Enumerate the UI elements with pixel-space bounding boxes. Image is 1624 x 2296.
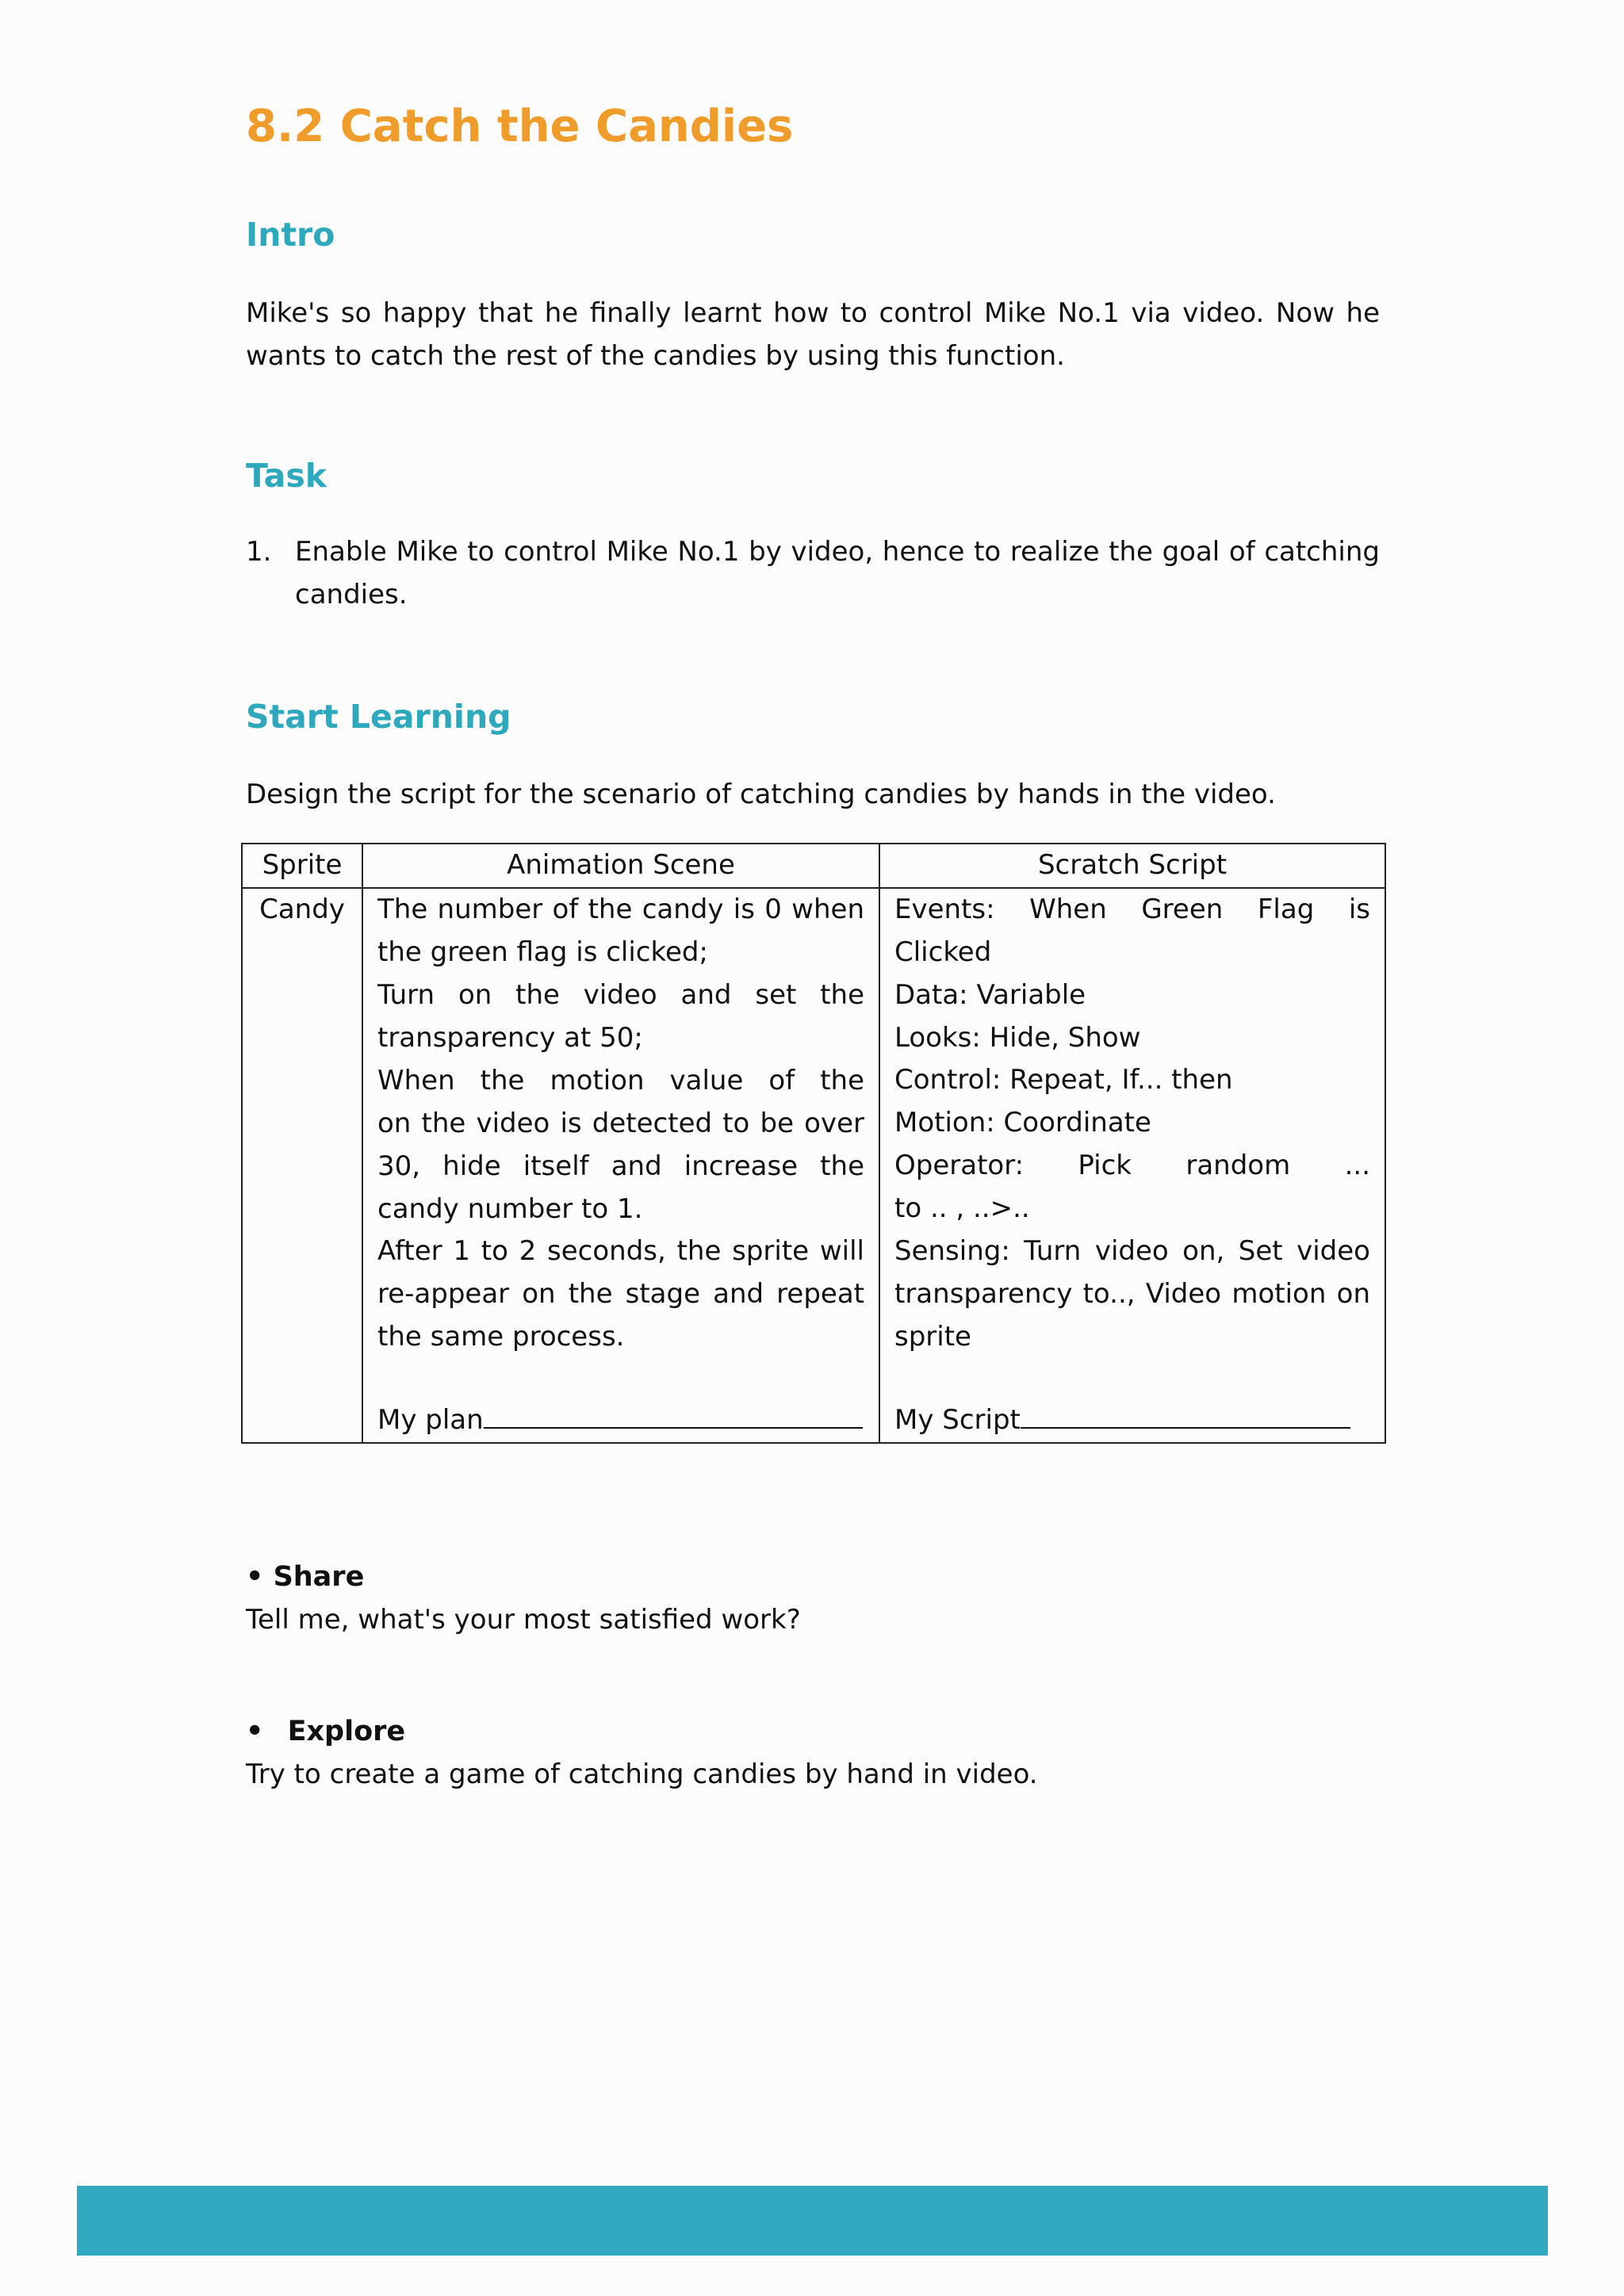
share-heading-text: Share xyxy=(273,1561,365,1593)
script-line: sprite xyxy=(894,1320,971,1353)
my-plan-label: My plan xyxy=(377,1404,484,1437)
task-item-number: 1. xyxy=(246,536,272,568)
share-bullet: • xyxy=(246,1561,264,1593)
animation-line: When the motion value of the xyxy=(377,1064,864,1096)
explore-heading-text: Explore xyxy=(287,1716,406,1747)
script-line: Events: When Green Flag is xyxy=(894,894,1370,925)
intro-line: wants to catch the rest of the candies by using this function. xyxy=(246,340,1065,372)
footer-bar xyxy=(77,2186,1548,2256)
intro-line: Mike's so happy that he finally learnt how to control Mike No.1 via video. Now he xyxy=(246,297,1380,329)
animation-line: candy number to 1. xyxy=(377,1192,643,1225)
task-item-text xyxy=(295,530,1380,616)
page-title: 8.2 Catch the Candies xyxy=(246,101,794,152)
column-header-animation-scene: Animation Scene xyxy=(362,844,879,888)
animation-line: re-appear on the stage and repeat xyxy=(377,1278,864,1311)
share-text: Tell me, what's your most satisfied work? xyxy=(246,1604,801,1636)
animation-line: After 1 to 2 seconds, the sprite will xyxy=(377,1235,864,1268)
start-learning-heading: Start Learning xyxy=(246,698,511,736)
animation-scene-cell xyxy=(362,888,879,1443)
column-header-sprite: Sprite xyxy=(242,844,362,888)
script-line: transparency to.., Video motion on xyxy=(894,1277,1370,1310)
my-plan-field[interactable] xyxy=(377,1395,864,1442)
explore-bullet: • xyxy=(246,1716,264,1747)
explore-text: Try to create a game of catching candies by hand in video. xyxy=(246,1758,1038,1790)
explore-heading xyxy=(246,1710,405,1753)
table-row xyxy=(242,888,1385,1443)
animation-line: transparency at 50; xyxy=(377,1021,643,1054)
script-line: Motion: Coordinate xyxy=(894,1107,1151,1139)
animation-line: the green flag is clicked; xyxy=(377,936,708,968)
script-line: Sensing: Turn video on, Set video xyxy=(894,1234,1370,1267)
intro-heading: Intro xyxy=(246,216,335,254)
sprite-name: Candy xyxy=(259,894,345,925)
sprite-cell xyxy=(242,888,362,1443)
start-learning-instruction: Design the script for the scenario of catching candies by hands in the video. xyxy=(246,779,1276,810)
intro-paragraph xyxy=(246,292,1380,377)
task-item-line: Enable Mike to control Mike No.1 by video, hence to realize the goal of catching xyxy=(295,536,1380,568)
animation-line: 30, hide itself and increase the xyxy=(377,1150,864,1182)
script-line: to .. , ..>.. xyxy=(894,1192,1030,1224)
script-table xyxy=(241,843,1386,1444)
script-line: Looks: Hide, Show xyxy=(894,1021,1141,1054)
script-line: Data: Variable xyxy=(894,978,1086,1011)
task-heading: Task xyxy=(246,457,327,495)
animation-line: Turn on the video and set the xyxy=(377,978,864,1011)
column-header-scratch-script: Scratch Script xyxy=(879,844,1385,888)
my-script-label: My Script xyxy=(894,1404,1021,1437)
animation-line: on the video is detected to be over xyxy=(377,1107,864,1139)
task-item xyxy=(246,530,1380,616)
my-plan-underline xyxy=(484,1395,863,1429)
animation-line: the same process. xyxy=(377,1321,625,1353)
animation-line: The number of the candy is 0 when xyxy=(377,894,864,925)
share-heading xyxy=(246,1556,364,1598)
my-script-field[interactable] xyxy=(894,1395,1370,1442)
table-header-row xyxy=(242,844,1385,888)
task-item-line: candies. xyxy=(295,579,408,610)
script-line: Operator: Pick random ... xyxy=(894,1149,1370,1181)
script-line: Control: Repeat, If... then xyxy=(894,1064,1233,1096)
scratch-script-cell xyxy=(879,888,1385,1443)
script-line: Clicked xyxy=(894,936,992,968)
my-script-underline xyxy=(1021,1395,1350,1429)
task-list xyxy=(246,530,1380,616)
